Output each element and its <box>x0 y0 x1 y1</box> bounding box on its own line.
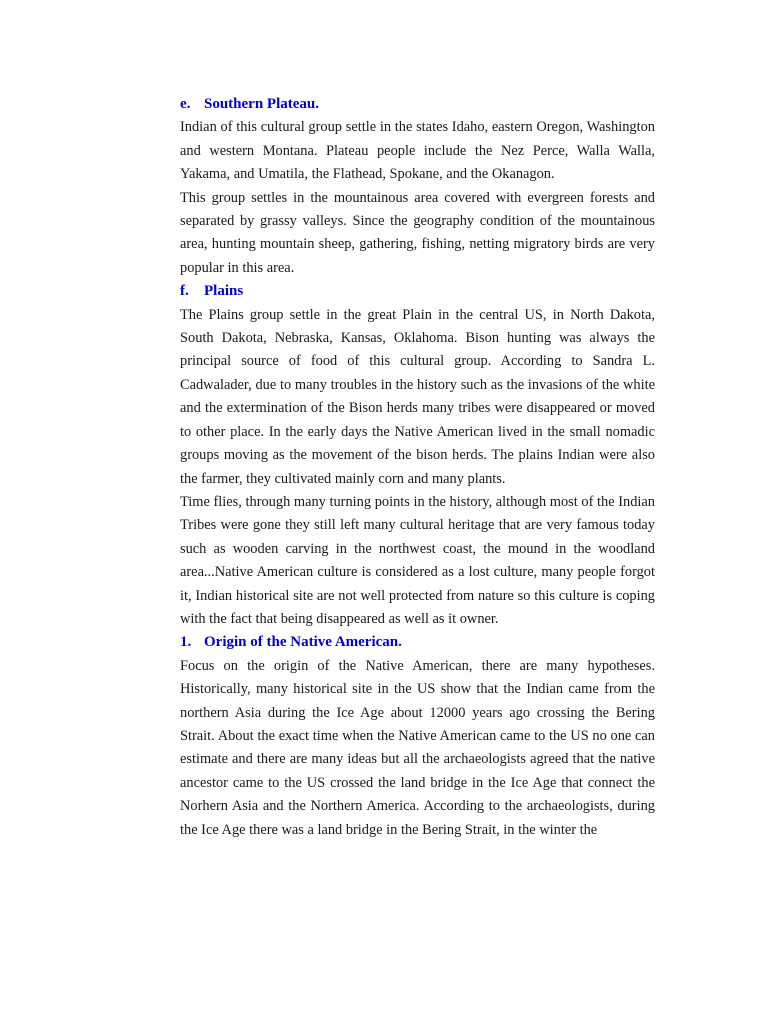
section-title: Southern Plateau. <box>204 96 320 112</box>
section-title: Origin of the Native American. <box>204 634 402 651</box>
section-marker: f. <box>180 283 189 300</box>
section-marker: 1. <box>180 634 192 651</box>
paragraph: Indian of this cultural group settle in the states Idaho, eastern Oregon, Washington and western Montana. Plateau people include the Nez Perce, Walla Walla, Yakama, and Umatila, the Flathead, Spokane, and the Okanagon. <box>180 119 655 183</box>
paragraph: The Plains group settle in the great Plain in the central US, in North Dakota, South Dakota, Nebraska, Kansas, Oklahoma. Bison hunting was always the principal source of food of this cultural group. According to Sandra L. Cadwalader, due to many troubles in the history such as the invasions of the white and the extermination of the Bison herds many tribes were disappeared or moved to other place. In the early days the Native American lived in the small nomadic groups moving as the movement of the bison herds. The plains Indian were also the farmer, they cultivated mainly corn and many plants. <box>180 306 655 487</box>
paragraph: This group settles in the mountainous area covered with evergreen forests and separated by grassy valleys. Since the geography condition of the mountainous area, hunting mountain sheep, gathering, fishing, netting migratory birds are very popular in this area. <box>180 189 655 276</box>
paragraph: Focus on the origin of the Native American, there are many hypotheses. Historically, many historical site in the US show that the Indian came from the northern Asia during the Ice Age about 12000 years ago crossing the Bering Strait. About the exact time when the Native American came to the US no one can estimate and there are many ideas but all the archaeologists agreed that the native ancestor came to the US crossed the land bridge in the Ice Age that connect the Norhern Asia and the Northern America. According to the archaeologists, during the Ice Age there was a land bridge in the Bering Strait, in the winter the <box>180 657 655 838</box>
section-heading-southern-plateau <box>180 93 655 116</box>
section-title: Plains <box>204 283 244 300</box>
paragraph: Time flies, through many turning points in the history, although most of the Indian Tribes were gone they still left many cultural heritage that are very famous today such as wooden carving in the northwest coast, the mound in the woodland area...Native American culture is considered as a lost culture, many people forgot it, Indian historical site are not well protected from nature so this culture is coping with the fact that being disappeared as well as it owner. <box>180 493 655 627</box>
section-marker: e. <box>180 96 191 112</box>
document-page <box>180 93 655 842</box>
section-heading-plains <box>180 280 655 303</box>
section-heading-origin <box>180 631 655 654</box>
